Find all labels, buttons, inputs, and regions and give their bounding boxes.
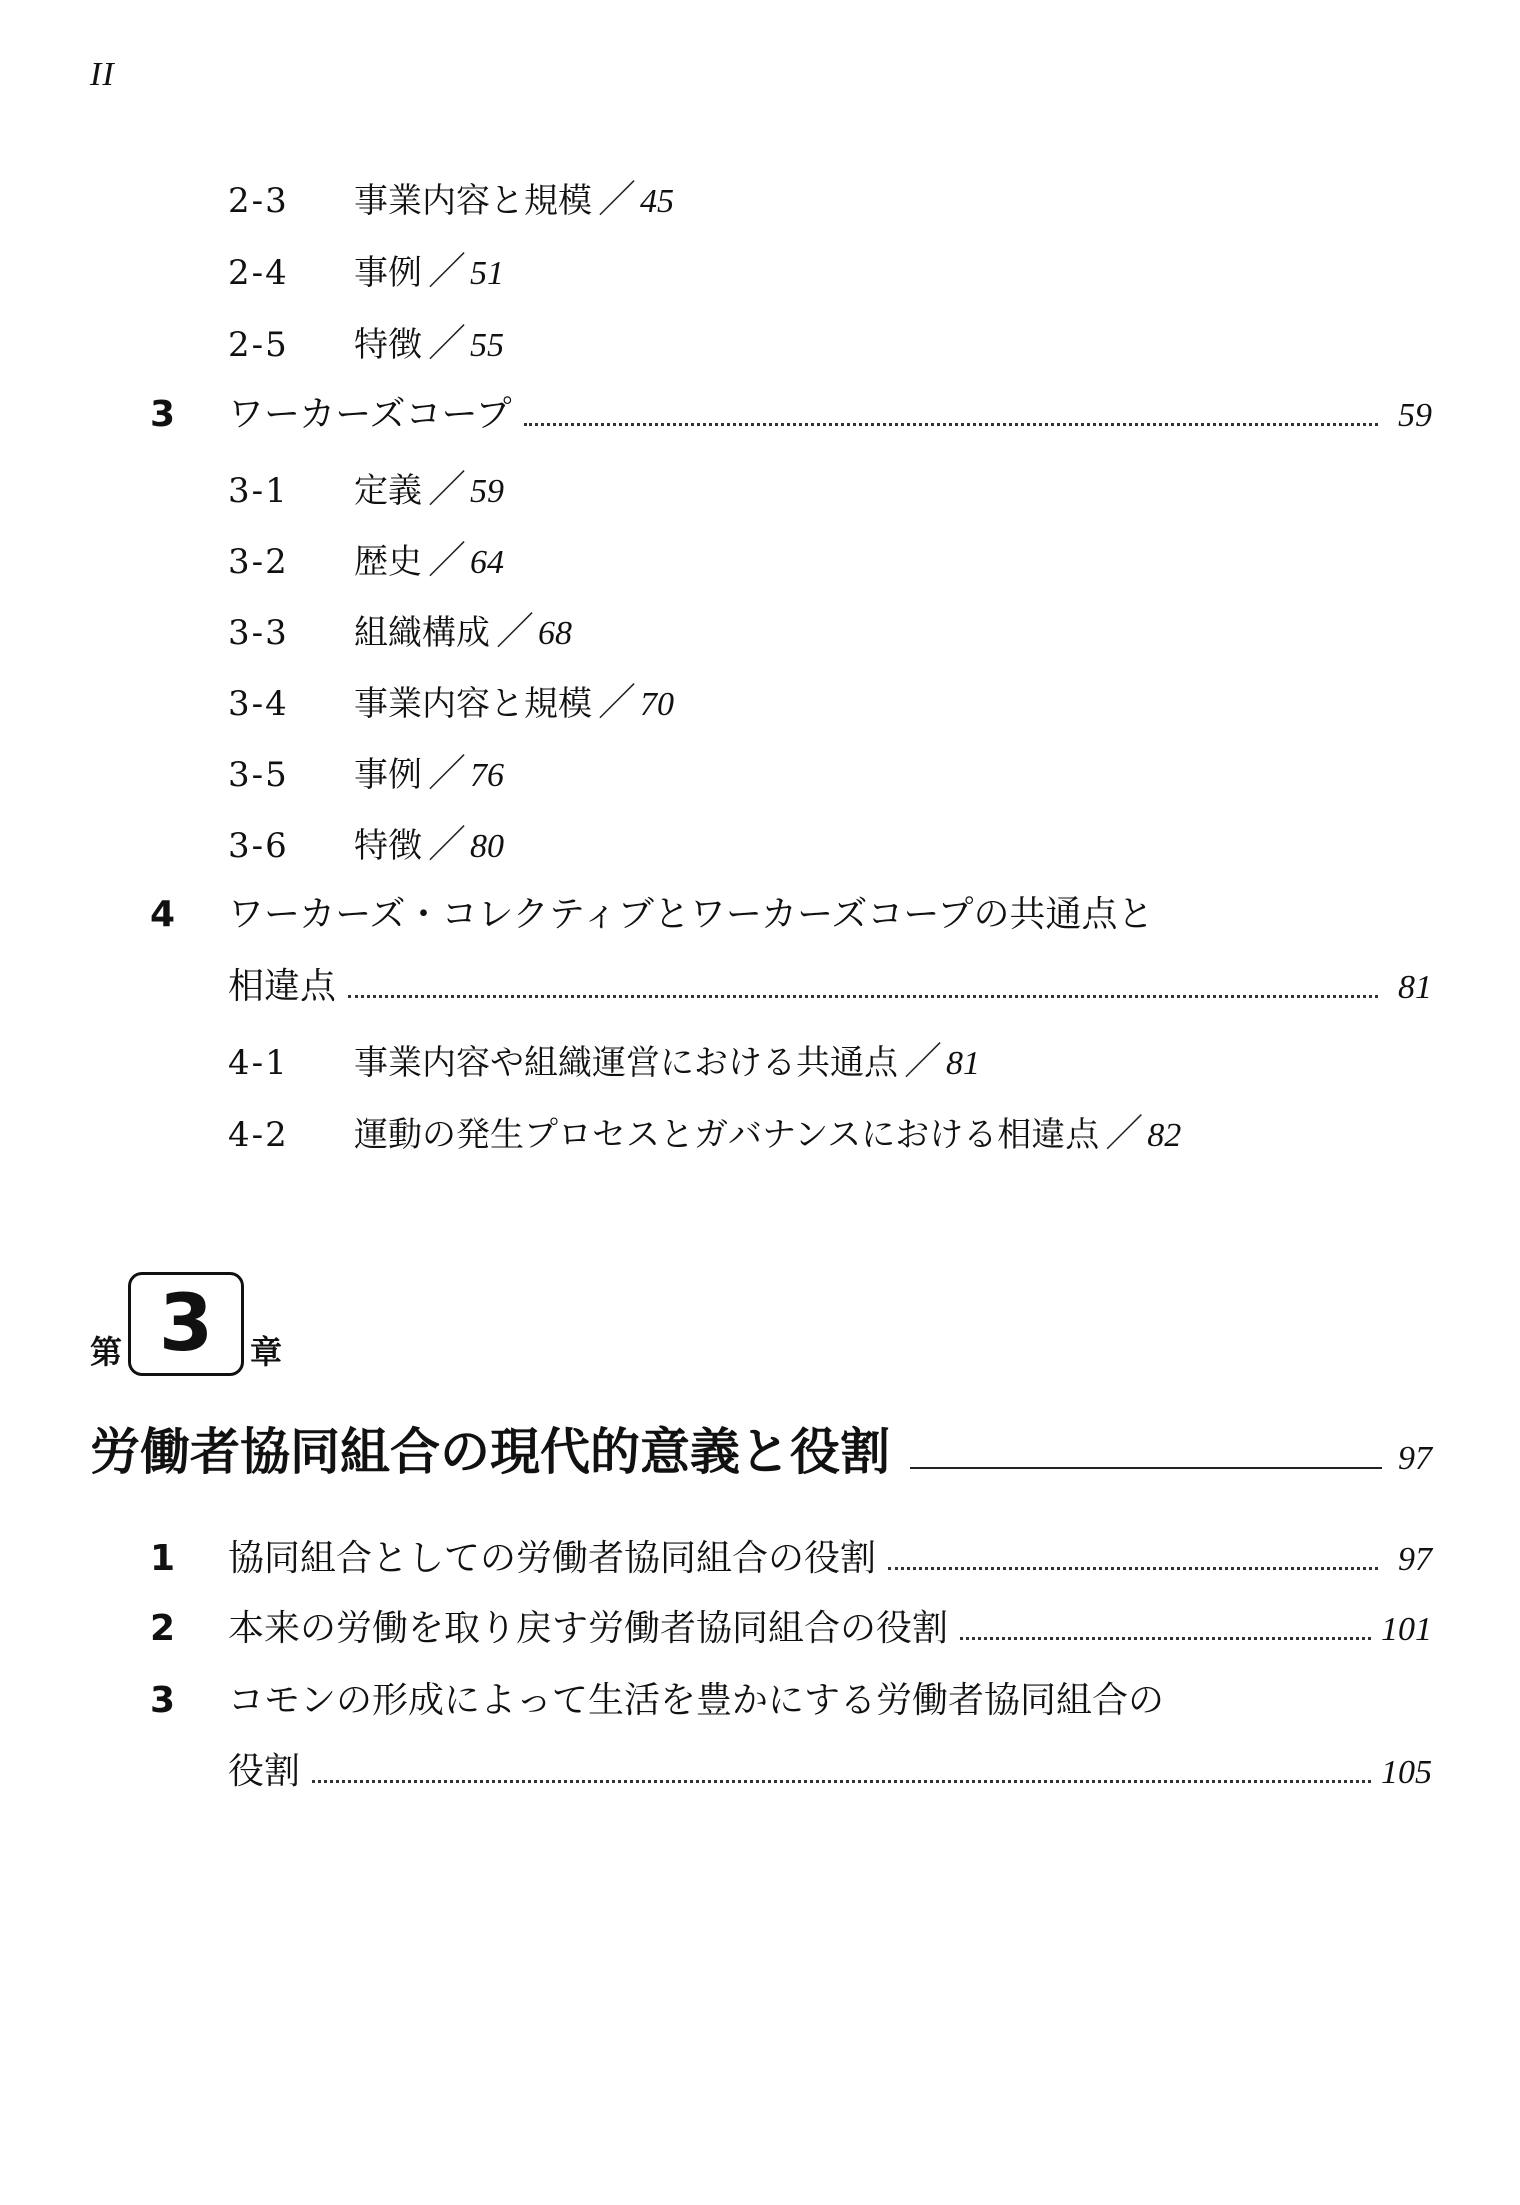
slash-separator: ／: [496, 609, 535, 653]
slash-separator: ／: [428, 249, 467, 293]
chapter-title-row[interactable]: [90, 1412, 1432, 1484]
page-number: II: [90, 56, 115, 93]
page-ref: 80: [470, 828, 505, 865]
toc-subsection-3-6[interactable]: [228, 813, 505, 866]
slash-separator: ／: [428, 321, 467, 365]
page-ref: 70: [640, 686, 675, 723]
page-ref: 81: [1398, 969, 1432, 1006]
subsection-title: 運動の発生プロセスとガバナンスにおける相違点: [354, 1115, 1100, 1155]
subsection-number: 3-5: [228, 755, 289, 795]
section-number: 1: [150, 1538, 176, 1579]
chapter-title: 労働者協同組合の現代的意義と役割: [90, 1423, 890, 1481]
dot-leader: [524, 422, 1378, 426]
page-ref: 59: [1398, 397, 1432, 434]
page-ref: 101: [1381, 1611, 1432, 1648]
toc-chapter-section-3-continued[interactable]: [228, 1743, 1432, 1794]
toc-subsection-2-5[interactable]: [228, 312, 505, 365]
toc-subsection-3-1[interactable]: [228, 458, 505, 511]
subsection-number: 2-4: [228, 253, 289, 293]
page-ref: 81: [946, 1045, 981, 1082]
subsection-number: 2-5: [228, 325, 289, 365]
section-number: 3: [150, 394, 176, 435]
subsection-title: 組織構成: [354, 613, 490, 653]
slash-separator: ／: [428, 467, 467, 511]
toc-subsection-4-1[interactable]: [228, 1030, 981, 1083]
page-ref: 97: [1398, 1541, 1432, 1578]
subsection-title: 特徴: [354, 325, 422, 365]
section-title: 協同組合としての労働者協同組合の役割: [228, 1538, 877, 1579]
page-ref: 51: [470, 255, 505, 292]
dot-leader: [888, 1566, 1378, 1570]
section-title-line2: 相違点: [228, 966, 337, 1007]
subsection-number: 3-6: [228, 826, 289, 866]
slash-separator: ／: [904, 1039, 943, 1083]
page-ref: 105: [1381, 1754, 1432, 1791]
subsection-number: 2-3: [228, 181, 289, 221]
section-number: 4: [150, 894, 176, 935]
slash-separator: ／: [598, 680, 637, 724]
toc-subsection-4-2[interactable]: [228, 1102, 1182, 1155]
page-ref: 68: [538, 615, 573, 652]
toc-chapter-section-1[interactable]: [150, 1530, 1432, 1581]
toc-section-4[interactable]: [150, 886, 1432, 937]
slash-separator: ／: [428, 538, 467, 582]
slash-separator: ／: [598, 177, 637, 221]
chapter-label: [90, 1268, 282, 1376]
chapter-number-box: [128, 1272, 244, 1376]
subsection-number: 3-3: [228, 613, 289, 653]
section-number: 2: [150, 1608, 176, 1649]
subsection-title: 事例: [354, 755, 422, 795]
page-ref: 64: [470, 544, 505, 581]
toc-subsection-3-5[interactable]: [228, 742, 505, 795]
slash-separator: ／: [428, 751, 467, 795]
subsection-title: 歴史: [354, 542, 422, 582]
chapter-page-ref: 97: [1398, 1440, 1432, 1477]
toc-subsection-3-3[interactable]: [228, 600, 573, 653]
section-title: 本来の労働を取り戻す労働者協同組合の役割: [228, 1608, 949, 1649]
slash-separator: ／: [1105, 1111, 1144, 1155]
toc-chapter-section-3[interactable]: [150, 1672, 1432, 1723]
subsection-title: 特徴: [354, 826, 422, 866]
toc-subsection-3-4[interactable]: [228, 671, 675, 724]
subsection-title: 事業内容や組織運営における共通点: [354, 1043, 898, 1083]
page-ref: 76: [470, 757, 505, 794]
subsection-number: 3-2: [228, 542, 289, 582]
toc-section-3[interactable]: [150, 386, 1432, 437]
subsection-title: 事業内容と規模: [354, 181, 592, 221]
toc-subsection-2-3[interactable]: [228, 168, 675, 221]
subsection-number: 4-2: [228, 1115, 289, 1155]
section-title-line2: 役割: [228, 1751, 301, 1792]
subsection-title: 定義: [354, 471, 422, 511]
section-title-line1: ワーカーズ・コレクティブとワーカーズコープの共通点と: [228, 894, 1154, 935]
subsection-number: 4-1: [228, 1043, 289, 1083]
chapter-prefix: 第: [90, 1333, 123, 1371]
section-title-line1: コモンの形成によって生活を豊かにする労働者協同組合の: [228, 1680, 1165, 1721]
subsection-title: 事例: [354, 253, 422, 293]
dot-leader: [312, 1779, 1371, 1783]
toc-section-4-continued[interactable]: [228, 958, 1432, 1009]
chapter-number: 3: [158, 1279, 214, 1369]
slash-separator: ／: [428, 822, 467, 866]
chapter-suffix: 章: [250, 1333, 283, 1371]
page-ref: 59: [470, 473, 505, 510]
section-title: ワーカーズコープ: [228, 394, 512, 435]
toc-subsection-2-4[interactable]: [228, 240, 505, 293]
subsection-title: 事業内容と規模: [354, 684, 592, 724]
subsection-number: 3-4: [228, 684, 289, 724]
page-ref: 45: [640, 183, 675, 220]
page-ref: 82: [1147, 1117, 1182, 1154]
toc-subsection-3-2[interactable]: [228, 529, 505, 582]
dot-leader: [348, 994, 1378, 998]
chapter-rule: [910, 1467, 1382, 1469]
dot-leader: [960, 1636, 1371, 1640]
toc-chapter-section-2[interactable]: [150, 1600, 1432, 1651]
page-ref: 55: [470, 327, 505, 364]
section-number: 3: [150, 1680, 176, 1721]
subsection-number: 3-1: [228, 471, 289, 511]
